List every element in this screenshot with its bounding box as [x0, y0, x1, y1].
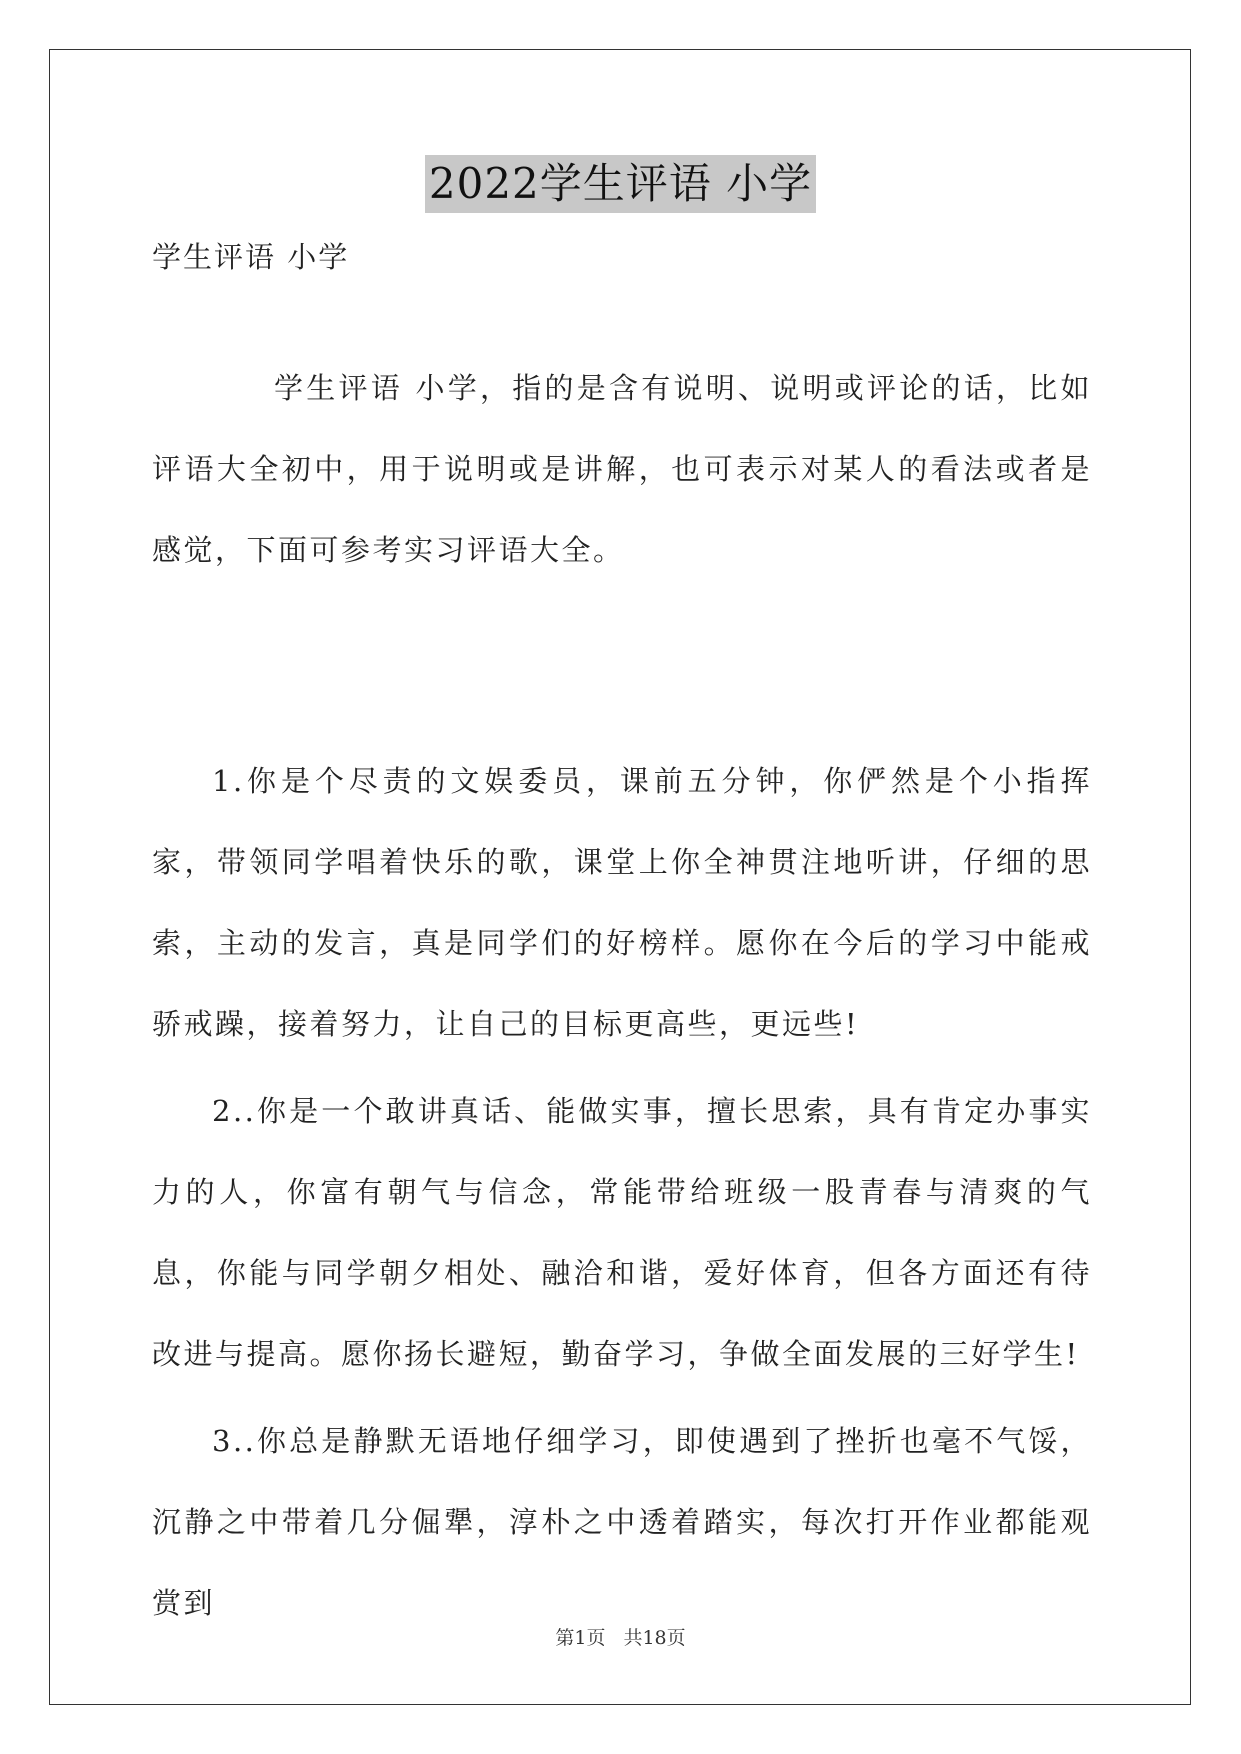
intro-paragraph: 学生评语 小学，指的是含有说明、说明或评论的话，比如评语大全初中，用于说明或是讲解，也可表示对某人的看法或者是感觉，下面可参考实习评语大全。 [152, 371, 1092, 567]
document-title: 2022学生评语 小学 [425, 155, 816, 213]
page-number: 第1页 [555, 1627, 606, 1649]
page-total: 共18页 [623, 1627, 686, 1649]
comment-paragraph-2: 2..你是一个敢讲真话、能做实事，擅长思索，具有肯定办事实力的人，你富有朝气与信念，常能带给班级一股青春与清爽的气息，你能与同学朝夕相处、融洽和谐，爱好体育，但各方面还有待改进与提高。愿你扬长避短，勤奋学习，争做全面发展的三好学生! [152, 1094, 1092, 1371]
title-container [0, 155, 1241, 213]
comment-paragraph-1: 1.你是个尽责的文娱委员，课前五分钟，你俨然是个小指挥家，带领同学唱着快乐的歌，课堂上你全神贯注地听讲，仔细的思索，主动的发言，真是同学们的好榜样。愿你在今后的学习中能戒骄戒躁，接着努力，让自己的目标更高些，更远些! [152, 764, 1092, 1041]
document-subtitle: 学生评语 小学 [152, 240, 350, 274]
page-footer [0, 1623, 1241, 1650]
comment-paragraph-3: 3..你总是静默无语地仔细学习，即使遇到了挫折也毫不气馁，沉静之中带着几分倔犟，淳朴之中透着踏实，每次打开作业都能观赏到 [152, 1424, 1092, 1620]
